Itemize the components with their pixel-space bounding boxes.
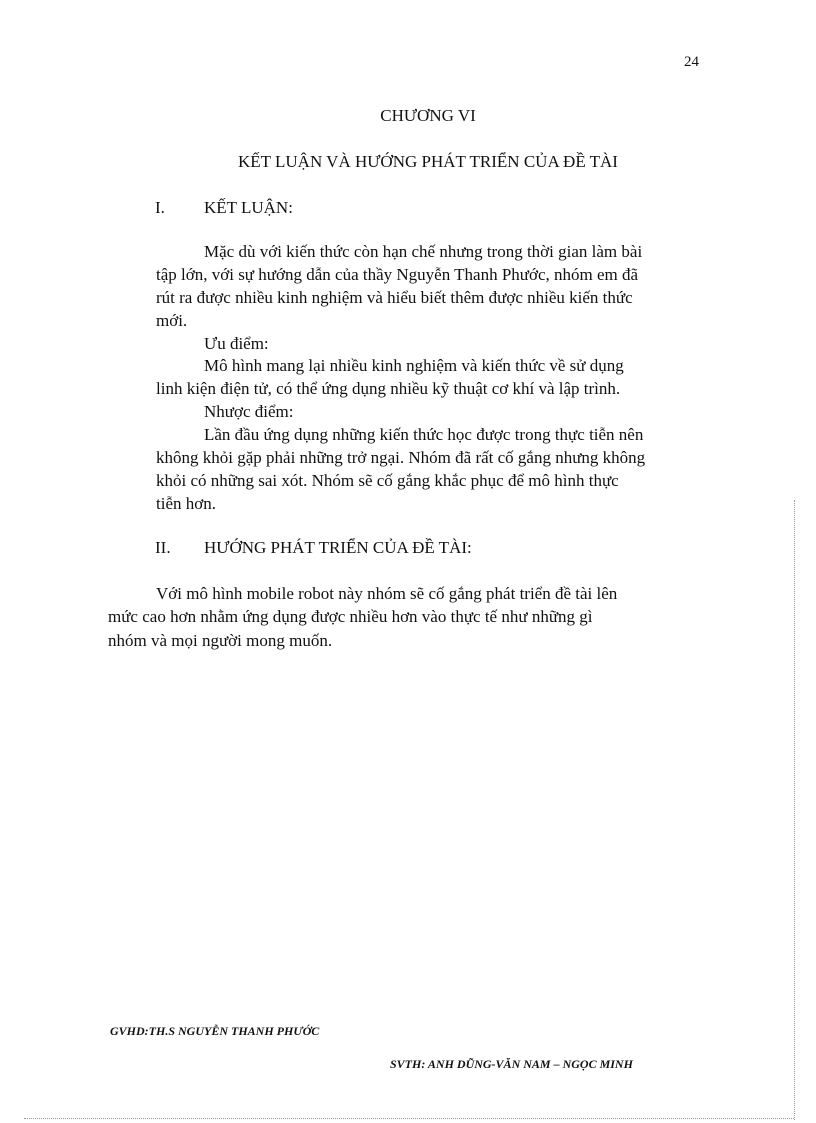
paragraph-line: tập lớn, với sự hướng dẫn của thầy Nguyễn Thanh Phước, nhóm em đã bbox=[156, 265, 639, 284]
paragraph-line: khỏi có những sai xót. Nhóm sẽ cố gắng khắc phục để mô hình thực bbox=[156, 471, 619, 490]
footer-students: SVTH: ANH DŨNG-VĂN NAM – NGỌC MINH bbox=[390, 1057, 633, 1071]
paragraph-line: nhóm và mọi người mong muốn. bbox=[108, 631, 333, 650]
paragraph-line: rút ra được nhiều kinh nghiệm và hiểu biết thêm được nhiều kiến thức bbox=[156, 288, 633, 307]
page-number: 24 bbox=[684, 54, 699, 70]
paragraph-line: Mặc dù với kiến thức còn hạn chế nhưng trong thời gian làm bài bbox=[204, 242, 643, 261]
paragraph-line: Với mô hình mobile robot này nhóm sẽ cố gắng phát triển đề tài lên bbox=[156, 584, 618, 603]
page-border-bottom bbox=[24, 1118, 794, 1119]
section1-title: KẾT LUẬN: bbox=[204, 198, 293, 217]
section2-number: II. bbox=[155, 538, 171, 557]
section2-title: HƯỚNG PHÁT TRIỂN CỦA ĐỀ TÀI: bbox=[204, 538, 472, 557]
footer-advisor: GVHD:TH.S NGUYỄN THANH PHƯỚC bbox=[110, 1024, 320, 1038]
paragraph-line: Mô hình mang lại nhiều kinh nghiệm và kiến thức về sử dụng bbox=[204, 356, 624, 375]
disadvantages-label: Nhược điểm: bbox=[204, 402, 294, 421]
chapter-title: KẾT LUẬN VÀ HƯỚNG PHÁT TRIỂN CỦA ĐỀ TÀI bbox=[238, 152, 618, 171]
section1-number: I. bbox=[155, 198, 165, 217]
chapter-number: CHƯƠNG VI bbox=[380, 106, 476, 125]
paragraph-line: Lần đầu ứng dụng những kiến thức học được trong thực tiễn nên bbox=[204, 425, 644, 444]
page-border-right bbox=[794, 500, 795, 1120]
advantages-label: Ưu điểm: bbox=[204, 334, 269, 353]
paragraph-line: mới. bbox=[156, 311, 188, 330]
paragraph-line: linh kiện điện tử, có thể ứng dụng nhiều kỹ thuật cơ khí và lập trình. bbox=[156, 379, 621, 398]
paragraph-line: không khỏi gặp phải những trở ngại. Nhóm đã rất cố gắng nhưng không bbox=[156, 448, 646, 467]
paragraph-line: mức cao hơn nhằm ứng dụng được nhiều hơn vào thực tế như những gì bbox=[108, 607, 593, 626]
paragraph-line: tiễn hơn. bbox=[156, 494, 216, 513]
